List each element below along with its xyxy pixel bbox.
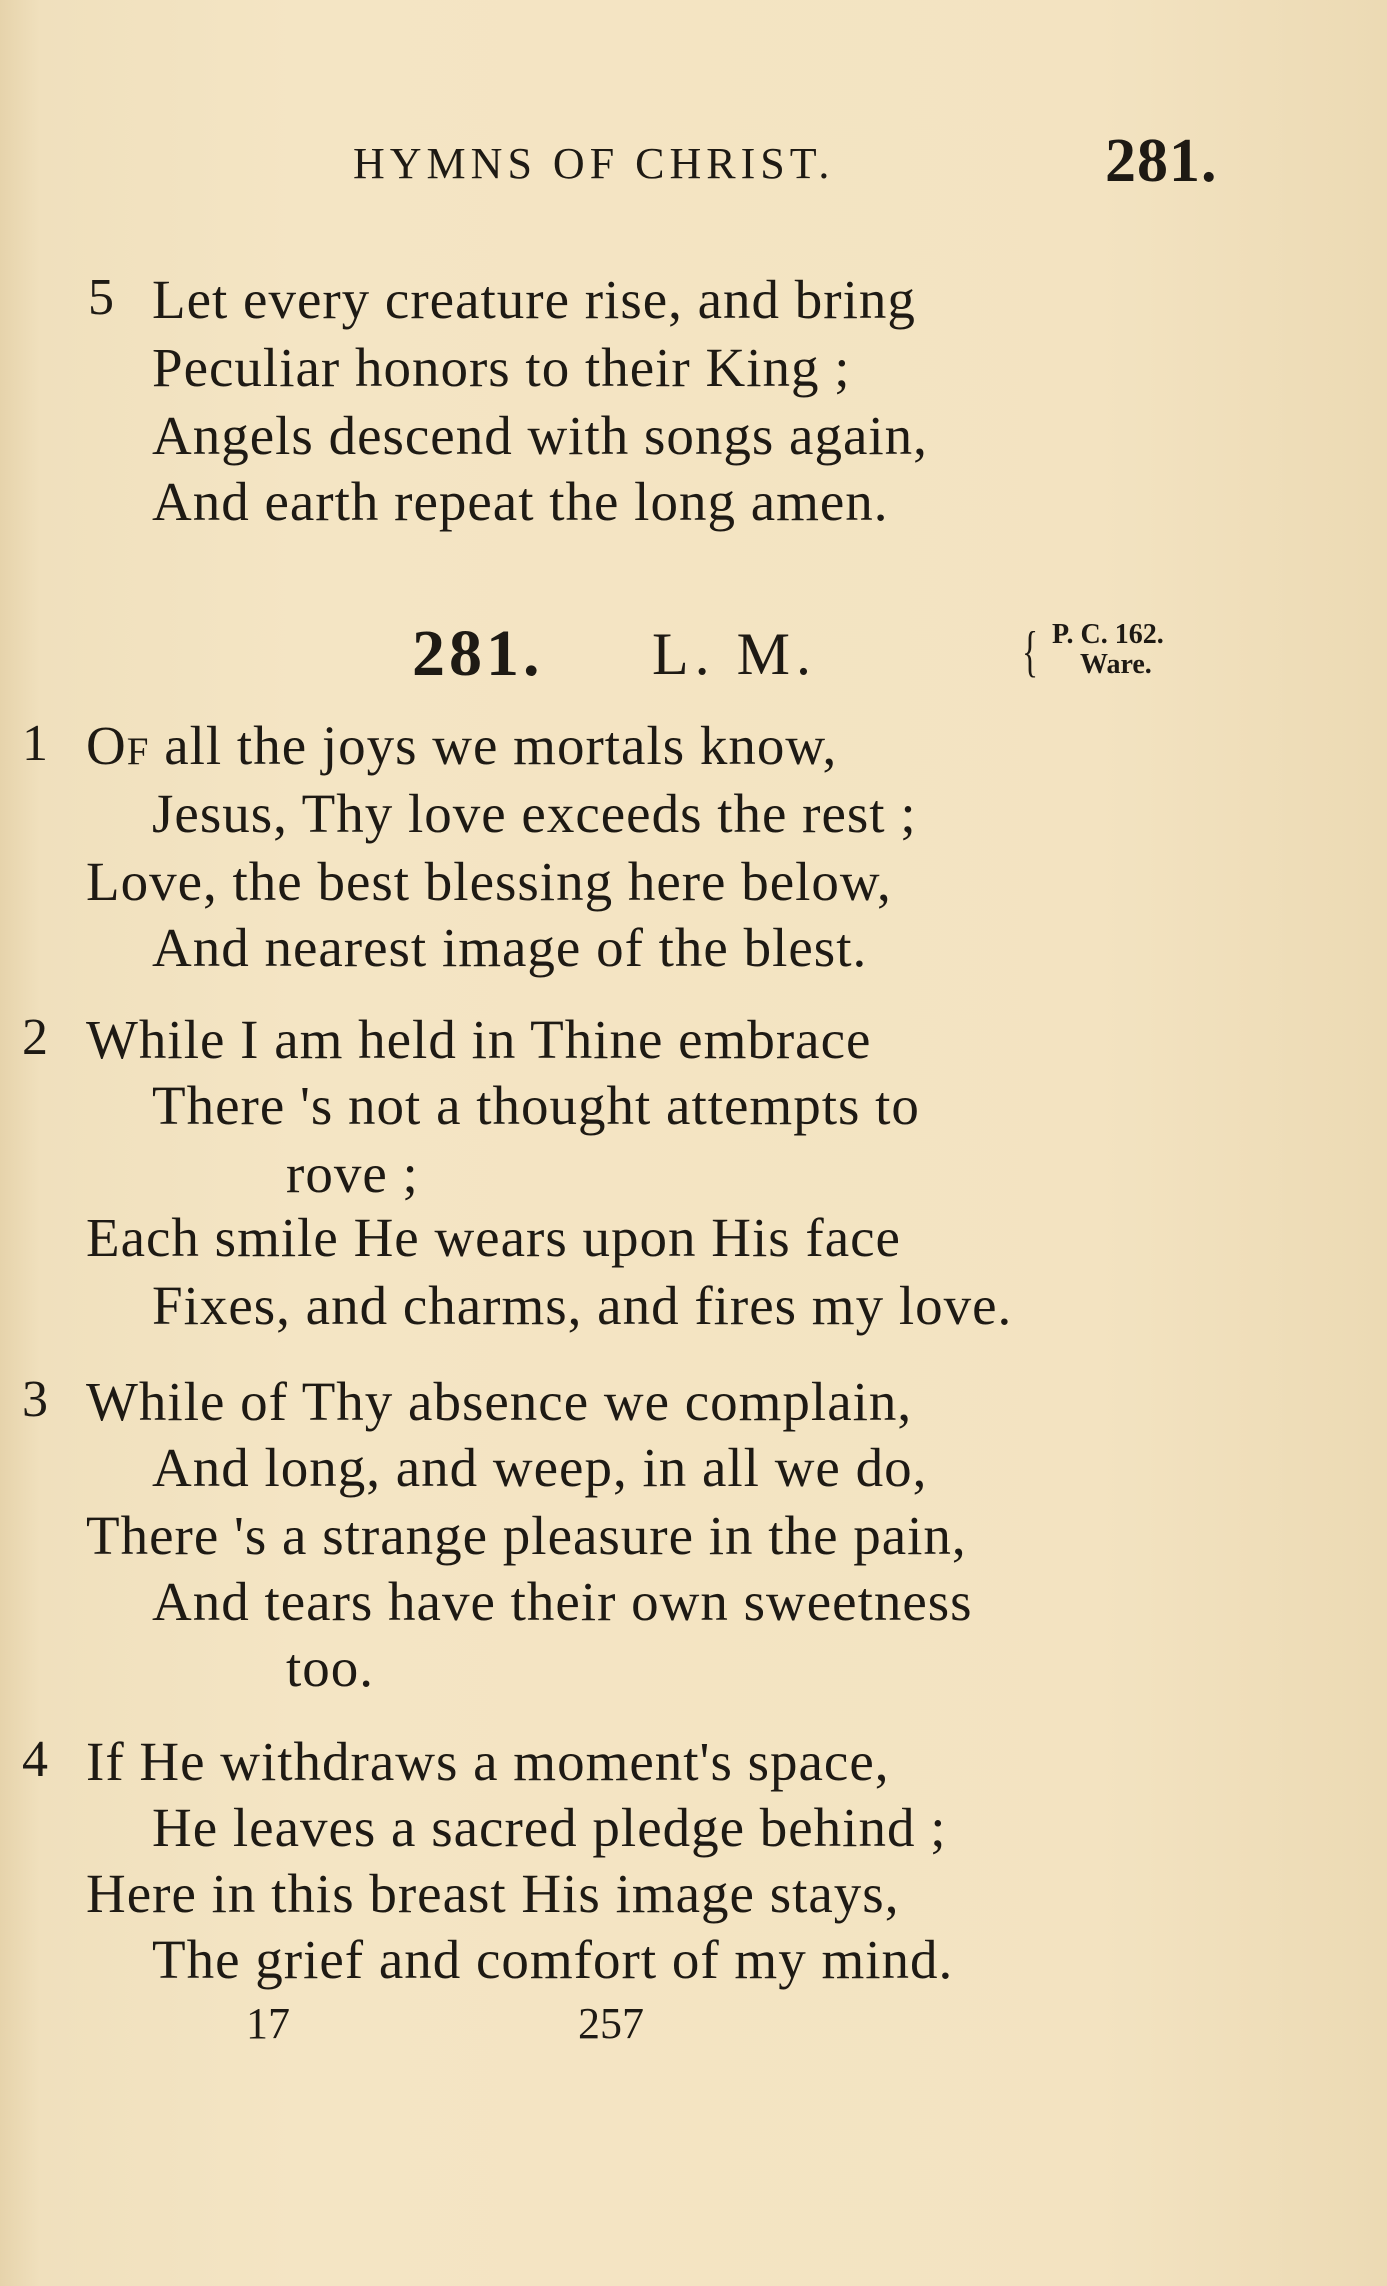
- hymn-line: Jesus, Thy love exceeds the rest ;: [152, 783, 917, 844]
- hymn-line: Love, the best blessing here below,: [86, 851, 892, 912]
- verse-number: 2: [22, 1009, 49, 1066]
- tune-reference-line: P. C. 162.: [1052, 619, 1164, 650]
- hymn-line: Angels descend with songs again,: [152, 405, 928, 466]
- hymn-line: There 's a strange pleasure in the pain,: [86, 1505, 967, 1566]
- initial-letter: O: [86, 715, 127, 776]
- hymn-meter: L. M.: [652, 621, 817, 687]
- running-head: HYMNS OF CHRIST.: [353, 139, 835, 188]
- verse-number: 1: [22, 715, 49, 772]
- hymn-line: Here in this breast His image stays,: [86, 1863, 900, 1924]
- hymn-line: And earth repeat the long amen.: [152, 471, 889, 532]
- hymn-line: And nearest image of the blest.: [152, 917, 868, 978]
- hymn-number: 281.: [412, 617, 544, 690]
- hymn-line: He leaves a sacred pledge behind ;: [152, 1797, 947, 1858]
- tune-reference: [1052, 620, 1164, 680]
- hymn-line: And long, and weep, in all we do,: [152, 1437, 928, 1498]
- hymn-line: Peculiar honors to their King ;: [152, 337, 851, 398]
- brace-icon: {: [1022, 621, 1039, 683]
- hymn-line: While of Thy absence we complain,: [86, 1371, 913, 1432]
- hymn-line: rove ;: [286, 1143, 419, 1204]
- first-line-rest: all the joys we mortals know,: [164, 715, 838, 776]
- signature-mark: 17: [246, 1999, 290, 2048]
- verse-number: 5: [88, 269, 115, 326]
- hymn-line: Let every creature rise, and bring: [152, 269, 916, 330]
- tune-name: Ware.: [1080, 649, 1152, 680]
- verse-number: 4: [22, 1731, 49, 1788]
- verse-number: 3: [22, 1371, 49, 1428]
- hymn-line: too.: [286, 1637, 375, 1698]
- hymn-line: If He withdraws a moment's space,: [86, 1731, 890, 1792]
- hymn-line: Fixes, and charms, and fires my love.: [152, 1275, 1013, 1336]
- hymn-line: The grief and comfort of my mind.: [152, 1929, 954, 1990]
- initial-word-rest: f: [126, 715, 150, 776]
- hymn-line: While I am held in Thine embrace: [86, 1009, 872, 1070]
- folio-number: 257: [578, 1999, 644, 2048]
- hymn-line: There 's not a thought attempts to: [152, 1075, 920, 1136]
- hymn-line: Each smile He wears upon His face: [86, 1207, 901, 1268]
- hymn-line: [86, 715, 838, 776]
- hymn-line: And tears have their own sweetness: [152, 1571, 973, 1632]
- page-number: 281.: [1105, 127, 1218, 195]
